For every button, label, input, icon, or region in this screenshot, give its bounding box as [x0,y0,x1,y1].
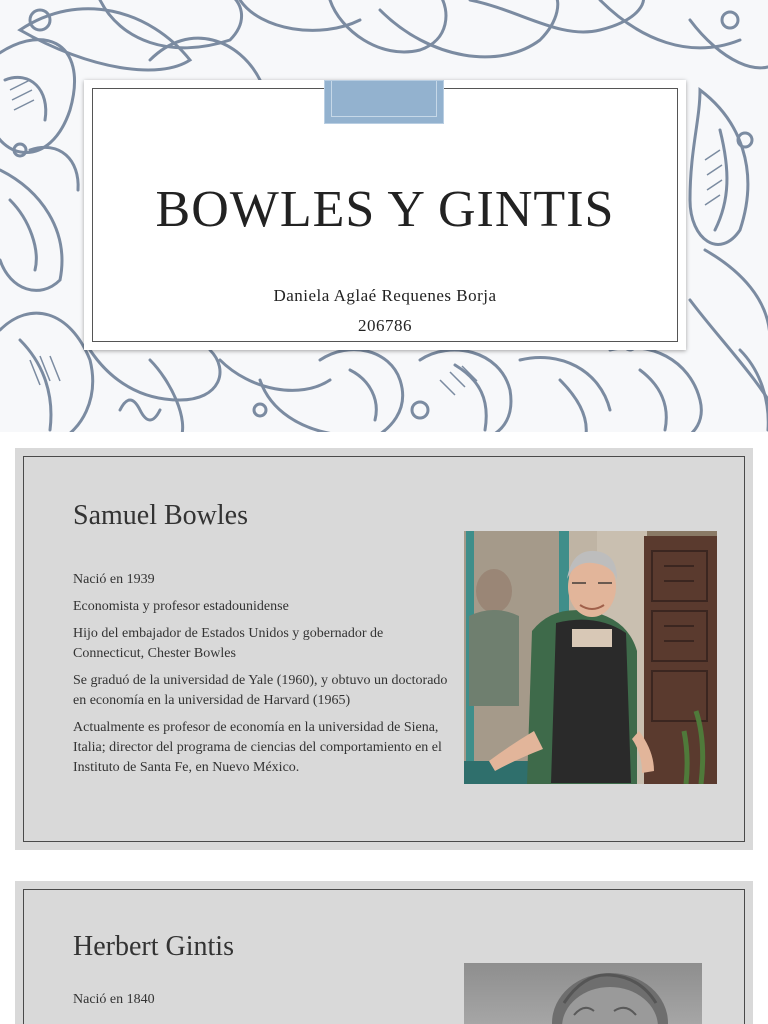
title-card [84,80,686,350]
author-name: Daniela Aglaé Requenes Borja [273,286,497,305]
slide-samuel-bowles [15,448,753,850]
portrait-photo [464,963,702,1024]
list-item: Hijo del embajador de Estados Unidos y gobernador de Connecticut, Chester Bowles [73,626,384,661]
title-accent-tab [324,80,444,124]
presentation-title: BOWLES Y GINTIS [155,181,615,238]
list-item: Nació en 1939 [73,572,155,587]
list-item: Actualmente es profesor de economía en la universidad de Siena, Italia; director del programa de ciencias del comportamiento en el Instituto de Santa Fe, en Nuevo México. [73,720,442,775]
slide-herbert-gintis [15,881,753,1024]
portrait-photo [464,531,717,784]
list-item: Nació en 1840 [73,992,155,1007]
slide-heading: Herbert Gintis [73,931,234,962]
bullet-list [73,990,453,1017]
title-slide [0,0,768,432]
list-item: Se graduó de la universidad de Yale (1960), y obtuvo un doctorado en economía en la universidad de Harvard (1965) [73,673,448,708]
bullet-list [73,570,453,785]
slide-heading: Samuel Bowles [73,500,248,531]
student-id: 206786 [358,316,412,335]
list-item: Economista y profesor estadounidense [73,599,289,614]
